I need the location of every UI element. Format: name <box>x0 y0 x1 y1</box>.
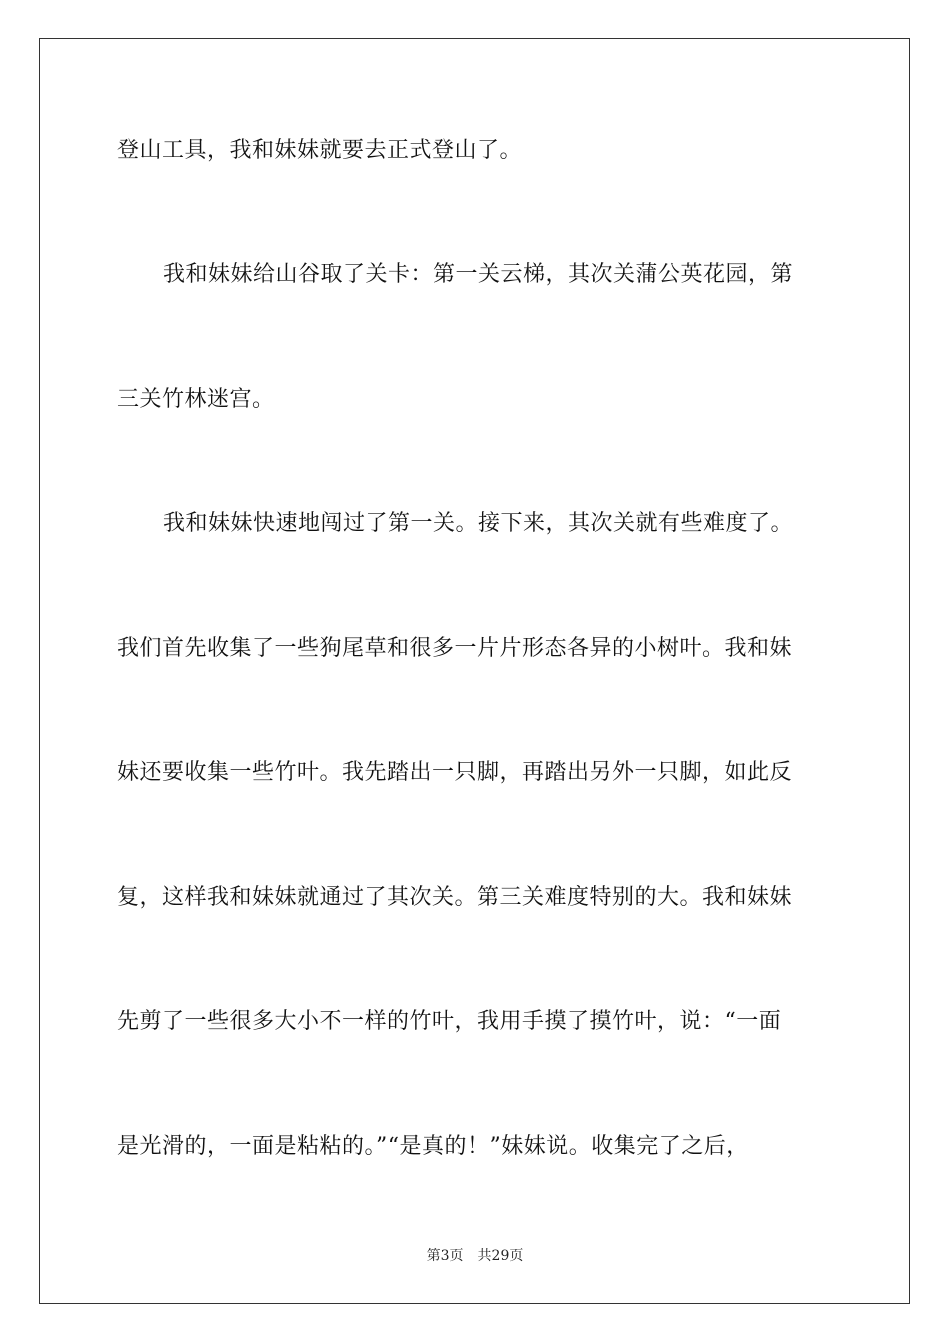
text-line: 登山工具，我和妹妹就要去正式登山了。 <box>117 138 523 163</box>
page-total: 共29页 <box>477 1248 524 1264</box>
text-line: 是光滑的，一面是粘粘的。”“是真的！”妹妹说。收集完了之后， <box>117 1134 749 1159</box>
text-line: 妹还要收集一些竹叶。我先踏出一只脚，再踏出另外一只脚，如此反 <box>117 760 793 785</box>
text-line: 复，这样我和妹妹就通过了其次关。第三关难度特别的大。我和妹妹 <box>117 885 793 910</box>
text-line: 我们首先收集了一些狗尾草和很多一片片形态各异的小树叶。我和妹 <box>117 636 793 661</box>
text-line: 我和妹妹快速地闯过了第一关。接下来，其次关就有些难度了。 <box>163 511 794 536</box>
text-line: 三关竹林迷宫。 <box>117 387 275 412</box>
page-number: 第3页 <box>426 1248 464 1264</box>
page-border <box>39 38 910 1304</box>
text-line: 先剪了一些很多大小不一样的竹叶，我用手摸了摸竹叶，说：“一面 <box>117 1009 782 1034</box>
page-footer <box>0 1247 950 1265</box>
text-line: 我和妹妹给山谷取了关卡：第一关云梯，其次关蒲公英花园，第 <box>163 262 794 287</box>
